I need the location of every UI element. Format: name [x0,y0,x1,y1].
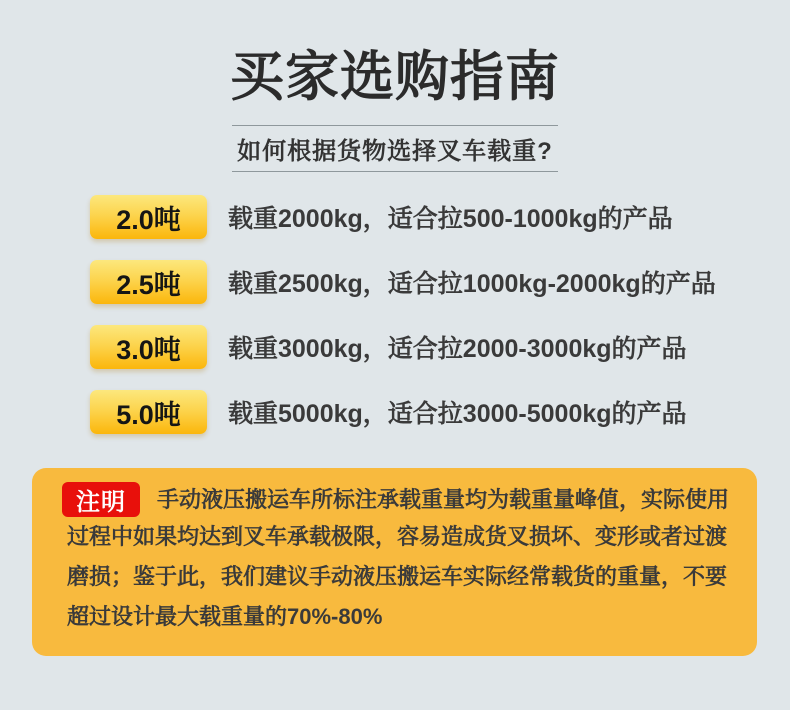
page-subtitle: 如何根据货物选择叉车载重? [237,138,553,165]
capacity-badge: 3.0吨 [90,325,207,369]
capacity-row-5.0t [90,390,687,434]
note-line: 过程中如果均达到叉车承载极限，容易造成货叉损坏、变形或者过渡 [67,524,728,549]
note-line: 超过设计最大载重量的70%-80% [67,604,383,629]
note-badge: 注明 [62,482,140,517]
note-box [32,468,757,656]
capacity-badge: 5.0吨 [90,390,207,434]
capacity-description: 载重2500kg，适合拉1000kg-2000kg的产品 [228,270,716,298]
capacity-description: 载重3000kg，适合拉2000-3000kg的产品 [228,335,687,363]
capacity-row-2.0t [90,195,673,239]
capacity-badge: 2.5吨 [90,260,207,304]
capacity-badge: 2.0吨 [90,195,207,239]
capacity-description: 载重2000kg，适合拉500-1000kg的产品 [228,205,673,233]
page-title: 买家选购指南 [230,47,560,107]
capacity-description: 载重5000kg，适合拉3000-5000kg的产品 [228,400,687,428]
capacity-row-2.5t [90,260,716,304]
subtitle-divider-box [232,125,558,172]
capacity-row-3.0t [90,325,687,369]
note-line: 磨损；鉴于此，我们建议手动液压搬运车实际经常载货的重量，不要 [67,564,728,589]
note-line: 手动液压搬运车所标注承载重量均为载重量峰值，实际使用 [157,487,730,512]
